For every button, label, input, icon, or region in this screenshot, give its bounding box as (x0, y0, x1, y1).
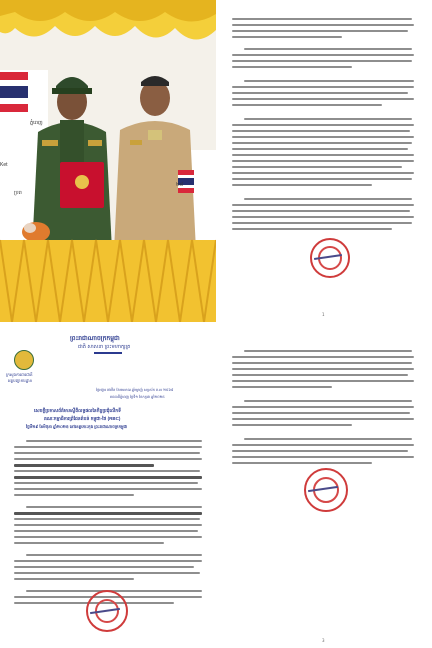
motto-divider (94, 352, 122, 354)
banner-text-fragment: ភ្នំពេញ (30, 120, 43, 126)
solar-date: រាជធានីភ្នំពេញ ថ្ងៃទី១ ខែកក្កដា ឆ្នាំ២០២៥ (110, 395, 165, 399)
page-number: 1 (322, 312, 325, 317)
motto-heading: ជាតិ សាសនា ព្រះមហាក្សត្រ (78, 344, 131, 350)
ceremony-photo (0, 0, 216, 322)
ministry-emblem-icon (14, 350, 34, 370)
document-title-2: គណៈកម្មាធិការព្រំដែនតំបន់ កម្ពុជា-ថៃ (RBC) (44, 416, 121, 421)
document-page-3 (218, 326, 432, 648)
banner-text-fragment: Ket (0, 162, 8, 168)
document-title-3: ថ្ងៃទី២៩ ខែមិថុនា ឆ្នាំ២០២៥ នៅខេត្តកោះកុង ព្រះរាជាណាចក្រកម្ពុជា (26, 424, 128, 429)
org-name-line2: អគ្គបញ្ជាការដ្ឋាន (8, 378, 33, 383)
ceremony-photo-image (0, 0, 216, 322)
page-number: 3 (322, 638, 325, 643)
document-page-2 (218, 0, 432, 322)
banner-text-fragment: ២៨ (176, 182, 184, 188)
org-name-line1: ក្រសួងការពារជាតិ (6, 372, 33, 377)
country-heading: ព្រះរាជាណាចក្រកម្ពុជា (70, 336, 120, 342)
document-page-1 (0, 326, 216, 648)
document-title-1: សេចក្តីប្រកាសព័ត៌មានស្តីពីលទ្ធផលនៃកិច្ចប្រជុំលើកទី (34, 408, 121, 413)
banner-text-fragment: ប្រព (14, 190, 22, 196)
lunar-date: ថ្ងៃអង្គារ ៧កើត ខែអាសាឍ ឆ្នាំម្សាញ់ សប្តស័ក ព.ស ២៥៦៨ (96, 388, 174, 392)
